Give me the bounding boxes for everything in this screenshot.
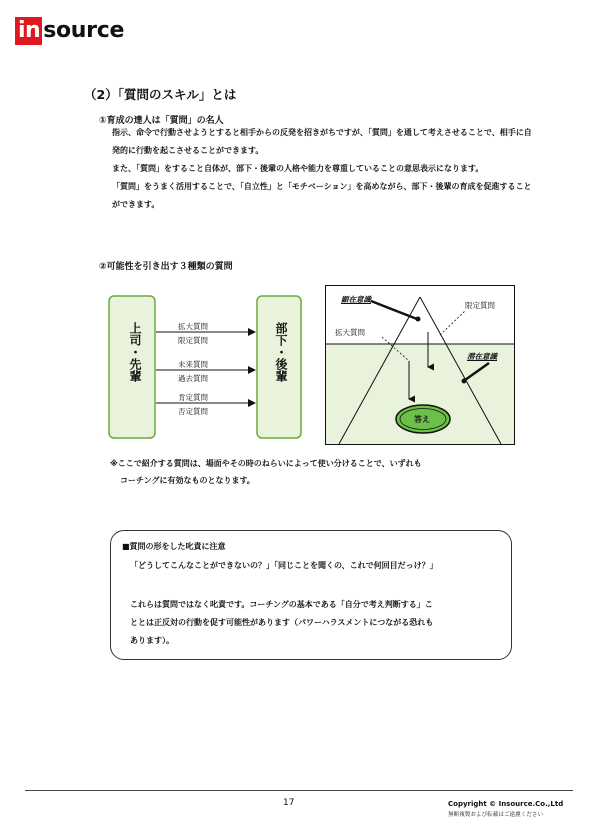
caution-body-line: あります）。 [130,636,174,645]
conscious-point [416,317,421,322]
conscious-label: 顕在意識 [341,295,371,304]
arrow-label-negative: 否定質問 [178,407,208,416]
arrow-label-positive: 肯定質問 [178,393,208,402]
boss-label: 上司・先輩 [128,322,142,382]
usage-note [110,455,530,489]
footer-divider [25,790,573,791]
insource-logo [15,16,124,46]
page-number: 17 [283,798,295,808]
paragraph: 「質問」をうまく活用することで、「自立性」と「モチベーション」を高めながら、部下・後輩の育成を促進することができます。 [112,182,532,209]
limited-question-label: 限定質問 [465,301,495,310]
paragraph: 指示、命令で行動させようとすると相手からの反発を招きがちですが、「質問」を通して考えさせることで、相手に自発的に行動を起こさせることができます。 [112,128,532,155]
subsection1-body [112,124,532,214]
caution-title: ■質問の形をした叱責に注意 [122,542,226,551]
subsection1-title: ①育成の達人は「質問」の名人 [99,116,224,126]
expanded-question-label: 拡大質問 [335,328,365,337]
subconscious-label: 潜在意識 [467,352,497,361]
subordinate-label: 部下・後輩 [274,322,288,382]
reproduction-notice: 無断複製および転載はご遠慮ください [448,812,544,818]
note-line: ※ここで紹介する質問は、場面やその時のねらいによって使い分けることで、いずれも [110,459,422,468]
logo-in-part: in [15,17,42,45]
answer-label: 答え [414,415,430,424]
arrow-label-expanded: 拡大質問 [178,322,208,331]
arrow-label-limited: 限定質問 [178,336,208,345]
section-heading: （2）「質問のスキル」とは [84,87,237,102]
logo-source-part: source [43,18,125,43]
note-line: コーチングに有効なものとなります。 [120,476,255,485]
caution-body-line: これらは質問ではなく叱責です。コーチングの基本である「自分で考え判断する」こ [130,600,433,609]
caution-body [130,596,433,650]
subconscious-point [462,379,467,384]
arrow-label-future: 未来質問 [178,360,208,369]
copyright-text: Copyright © Insource.Co.,Ltd [448,800,564,808]
paragraph: また、「質問」をすること自体が、部下・後輩の人格や能力を尊重していることの意思表示になります。 [112,164,484,173]
arrow-label-past: 過去質問 [178,374,208,383]
caution-body-line: ととは正反対の行動を促す可能性があります（パワーハラスメントにつながる恐れも [130,618,434,627]
caution-quote: 「どうしてこんなことができないの？」「同じことを聞くの、これで何回目だっけ？」 [130,561,438,570]
subsection2-title: ②可能性を引き出す３種類の質問 [99,262,233,272]
